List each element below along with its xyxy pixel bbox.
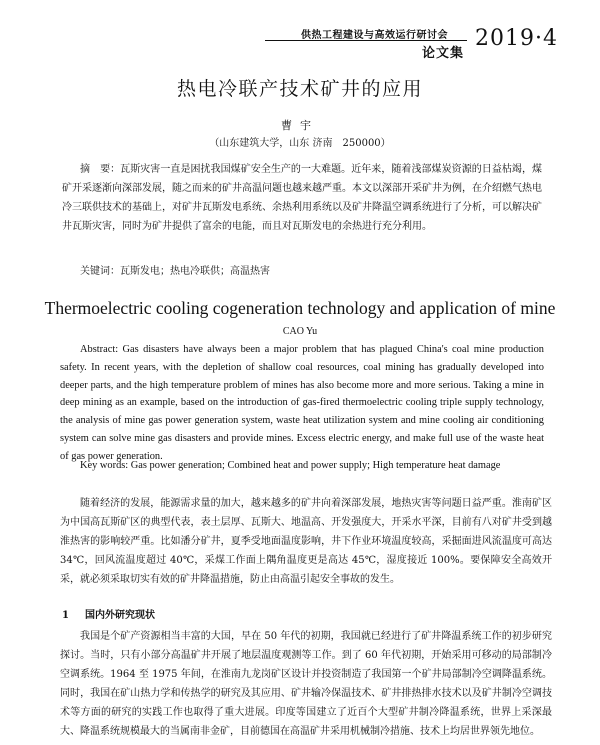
author-cn: 曹宇 — [281, 119, 319, 132]
paper-title-cn: 热电冷联产技术矿井的应用 — [176, 78, 423, 100]
keywords-en: Key words: Gas power generation; Combined heat and power supply; High temperature heat damage — [80, 460, 501, 471]
publication-year: 2019·4 — [475, 26, 558, 51]
keywords-cn: 关键词：瓦斯发电；热电冷联供；高温热害 — [80, 266, 270, 277]
collection-label: 论文集 — [421, 46, 464, 61]
paper-title-en: Thermoelectric cooling cogeneration technology and application of mine — [44, 298, 556, 318]
section-heading — [62, 606, 155, 621]
abstract-cn: 摘 要：瓦斯灾害一直是困扰我国煤矿安全生产的一大难题。近年来，随着浅部煤炭资源的日益枯竭，煤矿开采逐渐向深部发展，随之而来的矿井高温问题也越来越严重。本文以深部开采矿井为例，在介绍燃气热电冷三联供技术的基础上，对矿井瓦斯发电系统、余热利用系统以及矿井降温空调系统进行了分析，可以解决矿井瓦斯灾害，同时为矿井提供了富余的电能，而且对瓦斯发电的余热进行充分利用。 — [62, 164, 542, 232]
section-number: 1 — [62, 610, 69, 621]
intro-paragraph: 随着经济的发展，能源需求量的加大，越来越多的矿井向着深部发展，地热灾害等问题日益严重。淮南矿区为中国高瓦斯矿区的典型代表，表土层厚、瓦斯大、地温高、开发强度大，开采水平深，目前有八对矿井受到越淮热害的影响较严重。比如潘分矿井，夏季受地面温度影响，井下作业环境温度较高，采掘面进风流温度可高达 34℃，回风流温度超过 40℃，采煤工作面上隅角温度更是高达 45℃，湿度接近 100%。要保障安全高效开采，就必须采取切实有效的矿井降温措施，防止由高温引起安全事故的发生。 — [60, 498, 552, 585]
affiliation-cn: （山东建筑大学，山东 济南 250000） — [209, 138, 391, 149]
conference-name: 供热工程建设与高效运行研讨会 — [301, 30, 448, 41]
header-rule — [265, 40, 467, 41]
abstract-en: Abstract: Gas disasters have always been a major problem that has plagued China's coal mine production safety. In recent years, with the depletion of shallow coal resources, coal mining has gradually developed into deeper parts, and the high temperature problem of mines has also become more and more serious. Taking a mine in deep mining as an example, based on the introduction of gas-fired thermoelectric cooling triple supply technology, the analysis of mine gas power generation system, waste heat utilization system and mine cooling air conditioning system can solve mine gas disasters and provide mines. Excess electric energy, and make full use of the waste heat of gas power generation. — [60, 344, 544, 462]
section-title: 国内外研究现状 — [84, 610, 155, 621]
author-en: CAO Yu — [282, 326, 318, 337]
section-paragraph: 我国是个矿产资源相当丰富的大国，早在 50 年代的初期，我国就已经进行了矿井降温系统工作的初步研究探讨。当时，只有小部分高温矿井开展了地层温度观测等工作。到了 60 年代初期，开始采用可移动的局部制冷空调系统。1964 至 1975 年间，在淮南九龙岗矿区设计并投资制造了我国第一个矿井局部制冷空调降温系统。同时，我国在矿山热力学和传热学的研究及其应用、矿井输冷保温技术、矿井排热排水技术以及矿井制冷空调技术等方面的研究的实践工作也取得了重大进展。印度等国建立了近百个大型矿井制冷降温系统，世界上采深最大、降温系统规模最大的当属南非金矿，目前德国在高温矿井采用机械制冷措施、技术上均居世界领先地位。 — [60, 631, 552, 737]
